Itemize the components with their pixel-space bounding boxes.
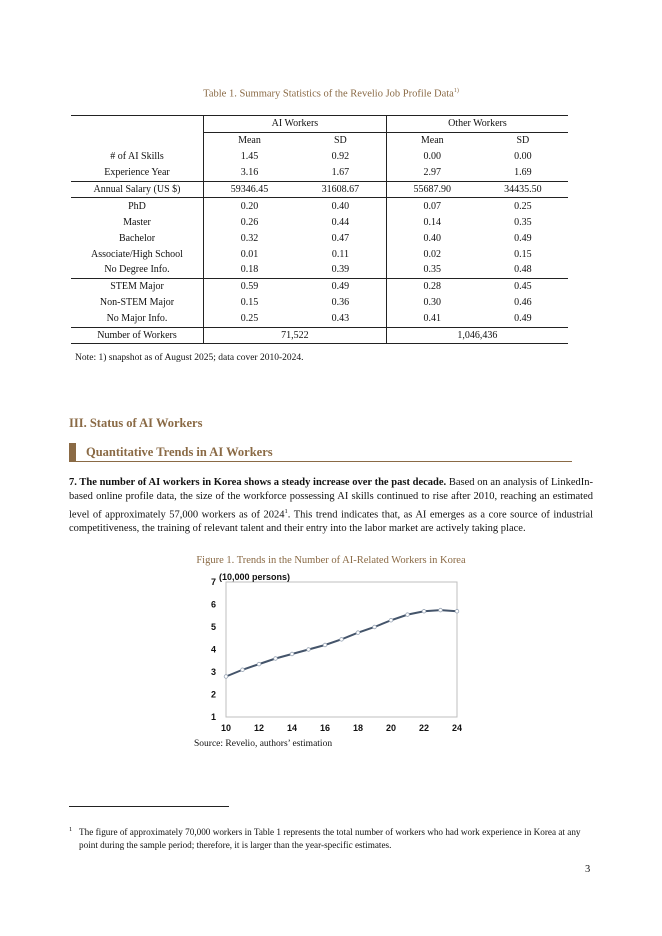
table-cell: 0.01 bbox=[204, 246, 295, 262]
x-tick-label: 22 bbox=[418, 723, 430, 733]
footnote-rule bbox=[69, 806, 229, 807]
data-point bbox=[274, 657, 278, 661]
paragraph-text-1: Based on an analysis of LinkedIn-based online profile data, the size of the workforce possessing AI skills continued to rise after 2010, reaching an estimated level of approximately 57,000 workers as of 2024 bbox=[69, 477, 593, 521]
paragraph-lead: 7. The number of AI workers in Korea shows a steady increase over the past decade. bbox=[69, 477, 447, 488]
x-tick-label: 24 bbox=[451, 723, 463, 733]
table-cell: 1.67 bbox=[331, 167, 350, 179]
table-cell: 0.43 bbox=[331, 313, 350, 325]
data-point bbox=[406, 613, 410, 617]
table-row bbox=[71, 149, 568, 165]
data-point bbox=[389, 618, 393, 622]
table-cell: 0.35 bbox=[514, 216, 532, 228]
y-tick-label: 3 bbox=[210, 667, 216, 677]
row-label: Bachelor bbox=[118, 232, 156, 244]
row-label: Experience Year bbox=[104, 167, 170, 179]
table-cell: 0.00 bbox=[514, 151, 532, 163]
table-cell: 0.40 bbox=[295, 198, 386, 214]
series-line bbox=[226, 610, 457, 676]
table-cell: 0.30 bbox=[386, 295, 477, 311]
row-label: No Degree Info. bbox=[104, 264, 170, 276]
table-cell: 0.25 bbox=[478, 198, 568, 214]
table-cell: 0.28 bbox=[386, 278, 477, 294]
table-cell: 0.32 bbox=[204, 230, 295, 246]
x-tick-label: 20 bbox=[385, 723, 397, 733]
table-cell: 0.40 bbox=[386, 230, 477, 246]
x-tick-label: 10 bbox=[220, 723, 232, 733]
subheader-other-sd: SD bbox=[516, 135, 530, 147]
y-tick-label: 4 bbox=[210, 644, 216, 655]
table-cell: 59346.45 bbox=[204, 181, 295, 198]
row-label: No Major Info. bbox=[106, 313, 168, 325]
table-cell: 0.36 bbox=[331, 297, 350, 309]
plot-area bbox=[226, 582, 457, 717]
summary-statistics-table bbox=[71, 115, 568, 344]
data-point bbox=[241, 668, 245, 672]
row-label: PhD bbox=[71, 198, 204, 214]
table-cell: 0.07 bbox=[386, 198, 477, 214]
table-cell: 0.35 bbox=[386, 262, 477, 278]
row-label: Master bbox=[123, 216, 151, 228]
figure-source: Source: Revelio, authors’ estimation bbox=[194, 739, 333, 749]
footnote-text: The figure of approximately 70,000 workers in Table 1 represents the total number of workers who had work experience in Korea at any point during the sample period; therefore, it is larger than the year-specific estimates. bbox=[79, 827, 581, 850]
row-label: Annual Salary (US $) bbox=[71, 181, 204, 198]
subheader-ai-sd: SD bbox=[333, 135, 347, 147]
table-corner bbox=[71, 116, 204, 133]
header-other-workers: Other Workers bbox=[386, 116, 568, 133]
table-row bbox=[71, 230, 568, 246]
table-cell: 0.47 bbox=[331, 232, 350, 244]
table-cell: 0.92 bbox=[331, 151, 350, 163]
line-chart bbox=[193, 570, 463, 740]
table-row bbox=[71, 181, 568, 198]
figure-caption: Figure 1. Trends in the Number of AI-Related Workers in Korea bbox=[196, 555, 466, 566]
paragraph-text-2: . This trend indicates that, as AI emerges as a core source of industrial competitiveness, the training of relevant talent and their entry into the labor market are actively taking place. bbox=[69, 509, 593, 535]
table-row bbox=[71, 246, 568, 262]
table-cell: 3.16 bbox=[204, 165, 295, 181]
row-label: Non-STEM Major bbox=[99, 297, 175, 309]
y-axis-label: (10,000 persons) bbox=[219, 572, 291, 582]
table-cell: 1.45 bbox=[204, 149, 295, 165]
table-row bbox=[71, 262, 568, 278]
table-cell: 0.48 bbox=[514, 264, 532, 276]
table-cell: 0.20 bbox=[204, 198, 295, 214]
data-point bbox=[323, 643, 327, 647]
data-point bbox=[373, 625, 377, 629]
data-point bbox=[455, 609, 459, 613]
row-label: STEM Major bbox=[71, 278, 204, 294]
table-cell: 0.15 bbox=[514, 248, 532, 260]
x-tick-label: 18 bbox=[352, 723, 364, 733]
subsection-accent-bar bbox=[69, 443, 76, 461]
footnote-mark: 1 bbox=[69, 826, 73, 833]
table-cell: 1.69 bbox=[514, 167, 532, 179]
table-cell: 0.44 bbox=[331, 216, 350, 228]
y-tick-label: 6 bbox=[210, 599, 216, 610]
table-cell: 55687.90 bbox=[386, 181, 477, 198]
table-caption: Table 1. Summary Statistics of the Revelio Job Profile Data$^{1)}$ bbox=[203, 88, 459, 100]
table-row-workers bbox=[71, 327, 568, 344]
table-row bbox=[71, 311, 568, 327]
data-point bbox=[307, 648, 311, 652]
table-cell: 0.49 bbox=[514, 313, 532, 325]
data-point bbox=[356, 631, 360, 635]
footnote bbox=[69, 826, 595, 852]
table-cell: 0.41 bbox=[386, 311, 477, 327]
workers-other: 1,046,436 bbox=[386, 327, 568, 344]
header-ai-workers: AI Workers bbox=[204, 116, 387, 133]
row-label: Associate/High School bbox=[91, 248, 183, 260]
table-row bbox=[71, 198, 568, 214]
x-tick-label: 12 bbox=[253, 723, 265, 733]
x-tick-label: 16 bbox=[319, 723, 331, 733]
table-row bbox=[71, 278, 568, 294]
workers-label: Number of Workers bbox=[71, 327, 204, 344]
data-point bbox=[224, 675, 228, 679]
table-cell: 0.59 bbox=[204, 278, 295, 294]
table-cell: 0.14 bbox=[386, 214, 477, 230]
table-row bbox=[71, 214, 568, 230]
table-row bbox=[71, 295, 568, 311]
table-cell: 0.49 bbox=[514, 232, 532, 244]
table-cell: 0.26 bbox=[204, 214, 295, 230]
table-cell: 0.02 bbox=[386, 246, 477, 262]
table-cell: 0.15 bbox=[204, 295, 295, 311]
subsection-header bbox=[69, 443, 572, 462]
data-point bbox=[290, 652, 294, 656]
table-corner bbox=[71, 132, 204, 148]
subheader-other-mean: Mean bbox=[386, 132, 477, 148]
subsection-title: Quantitative Trends in AI Workers bbox=[86, 445, 273, 459]
table-cell: 0.39 bbox=[331, 264, 350, 276]
data-point bbox=[439, 608, 443, 612]
subheader-ai-mean: Mean bbox=[204, 132, 295, 148]
row-label: # of AI Skills bbox=[110, 151, 164, 163]
table-cell: 34435.50 bbox=[478, 181, 568, 198]
table-cell: 0.00 bbox=[386, 149, 477, 165]
table-cell: 0.18 bbox=[204, 262, 295, 278]
y-tick-label: 5 bbox=[210, 622, 216, 632]
table-cell: 2.97 bbox=[386, 165, 477, 181]
data-point bbox=[340, 638, 344, 642]
table-note: Note: 1) snapshot as of August 2025; data cover 2010-2024. bbox=[75, 353, 304, 363]
table-cell: 0.11 bbox=[331, 248, 349, 260]
y-tick-label: 2 bbox=[210, 689, 216, 700]
page-number: 3 bbox=[585, 864, 591, 875]
y-tick-label: 7 bbox=[210, 577, 216, 587]
table-cell: 0.45 bbox=[478, 278, 568, 294]
table-cell: 0.25 bbox=[204, 311, 295, 327]
x-tick-label: 14 bbox=[286, 723, 298, 733]
footnote-reference[interactable]: 1 bbox=[284, 507, 288, 515]
section-title: III. Status of AI Workers bbox=[69, 416, 203, 430]
y-tick-label: 1 bbox=[210, 712, 216, 722]
table-cell: 0.49 bbox=[295, 278, 386, 294]
workers-ai: 71,522 bbox=[204, 327, 387, 344]
table-cell: 31608.67 bbox=[295, 181, 386, 198]
table-row bbox=[71, 165, 568, 181]
body-paragraph bbox=[69, 476, 593, 537]
data-point bbox=[422, 609, 426, 613]
table-cell: 0.46 bbox=[514, 297, 532, 309]
data-point bbox=[257, 662, 261, 666]
